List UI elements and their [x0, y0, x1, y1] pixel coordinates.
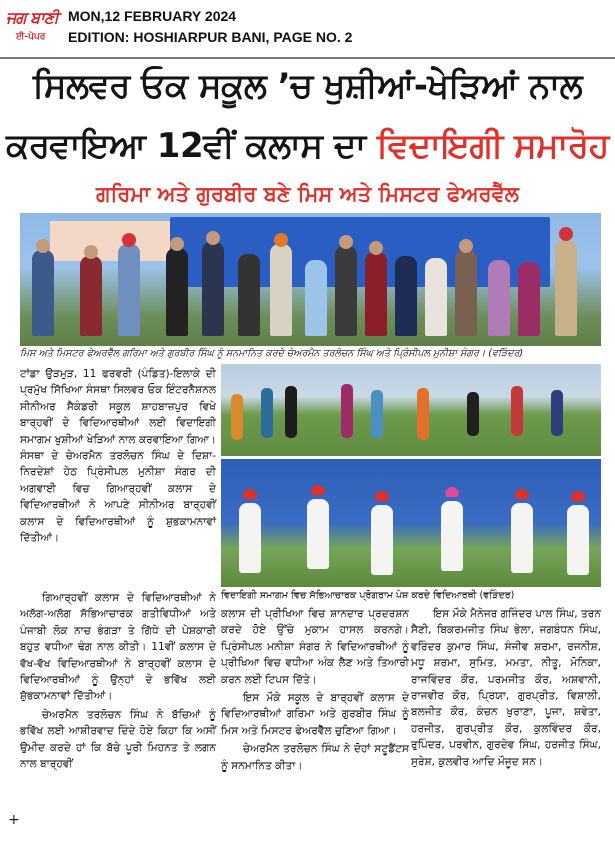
headline-line-1: ਸਿਲਵਰ ਓਕ ਸਕੂਲ ’ਚ ਖੁਸ਼ੀਆਂ-ਖੇੜਿਆਂ ਨਾਲ	[32, 66, 583, 106]
crop-mark-icon: +	[8, 812, 20, 828]
article-column-right	[411, 606, 601, 772]
masthead	[0, 0, 615, 56]
logo-sub-text: ਈ-ਪੇਪਰ	[16, 32, 46, 42]
photo-figure	[518, 262, 540, 336]
photo-dancer	[307, 499, 329, 569]
photo-dancer	[567, 505, 589, 575]
edition-info: EDITION: HOSHIARPUR BANI, PAGE NO. 2	[68, 29, 353, 45]
photo-head	[369, 241, 383, 255]
photo-dancer	[285, 386, 297, 438]
photo-figure	[238, 254, 260, 336]
photo-head	[170, 237, 184, 251]
article-paragraph	[221, 741, 409, 774]
article-paragraph	[221, 690, 409, 739]
photo-figure	[335, 246, 357, 336]
photo-head	[339, 235, 353, 249]
photo-backdrop-left	[50, 221, 170, 261]
article-text: ਗਿਆਰ੍ਹਵੀਂ ਕਲਾਸ ਦੇ ਵਿਦਿਆਰਥੀਆਂ ਨੇ ਅਲੱਗ-ਅਲੱਗ ਸੱਭਿਆਚਾਰਕ ਗਤੀਵਿਧੀਆਂ ਅਤੇ ਪੰਜਾਬੀ ਲੋਕ ਨਾਚ ਭੰਗੜਾ ਤੇ ਗਿੱਧੇ ਦੀ ਪੇਸ਼ਕਾਰੀ ਬਹੁਤ ਵਧੀਆ ਢੰਗ ਨਾਲ ਕੀਤੀ। 11ਵੀਂ ਕਲਾਸ ਦੇ ਵੱਖ-ਵੱਖ ਵਿਦਿਆਰਥੀਆਂ ਨੇ ਬਾਰ੍ਹਵੀਂ ਕਲਾਸ ਦੇ ਵਿਦਿਆਰਥੀਆਂ ਨੂੰ ਉਨ੍ਹਾਂ ਦੇ ਭਵਿੱਖ ਲਈ ਸ਼ੁੱਭਕਾਮਨਾਵਾਂ ਦਿੱਤੀਆਂ।	[20, 592, 216, 703]
photo-dancer	[511, 386, 523, 436]
photo-figure	[488, 260, 510, 336]
photo-head	[559, 227, 573, 241]
photo-turban	[571, 491, 585, 501]
photo-dancer	[417, 388, 429, 440]
photo-figure	[80, 256, 102, 336]
headline-highlight: ਵਿਦਾਇਗੀ ਸਮਾਰੋਹ	[376, 126, 609, 166]
photo-dancer	[341, 384, 353, 438]
photo-head	[459, 239, 473, 253]
article-text: ਇਸ ਮੌਕੇ ਸਕੂਲ ਦੇ ਬਾਰ੍ਹਵੀਂ ਕਲਾਸ ਦੇ ਵਿਦਿਆਰਥੀਆਂ ਗਰਿਮਾ ਅਤੇ ਗੁਰਬੀਰ ਸਿੰਘ ਨੂੰ ਮਿਸ ਅਤੇ ਮਿਸਟਰ ਫੇਅਰਵੈੱਲ ਚੁਣਿਆ ਗਿਆ।	[221, 692, 409, 737]
photo-dancer	[231, 394, 243, 440]
headline-line-2-text: ਕਰਵਾਇਆ 12ਵੀਂ ਕਲਾਸ ਦਾ	[6, 126, 377, 166]
photo-head	[206, 231, 220, 245]
subheadline: ਗਰਿਮਾ ਅਤੇ ਗੁਰਬੀਰ ਬਣੇ ਮਿਸ ਅਤੇ ਮਿਸਟਰ ਫੇਅਰਵੈੱਲ	[95, 182, 519, 206]
top-photo-caption: ਮਿਸ ਅਤੇ ਮਿਸਟਰ ਫੇਅਰਵੈੱਲ ਗਰਿਮਾ ਅਤੇ ਗੁਰਬੀਰ ਸਿੰਘ ਨੂੰ ਸਨਮਾਨਿਤ ਕਰਦੇ ਚੇਅਰਮੈਨ ਤਰਲੋਚਨ ਸਿੰਘ ਅਤੇ ਪ੍ਰਿੰਸੀਪਲ ਮੁਨੀਸ਼ਾ ਸੰਗਰ। (ਵੜਿੰਦਰ)	[20, 348, 524, 359]
jagbani-logo	[6, 4, 62, 52]
photo-turban	[515, 489, 529, 499]
photo-figure	[305, 260, 327, 336]
article-column-left	[20, 590, 216, 774]
photo-figure	[270, 244, 292, 336]
photo-dancer	[511, 503, 533, 573]
photo-dancer	[467, 392, 479, 436]
article-paragraph	[20, 590, 216, 705]
photo-turban	[445, 487, 459, 497]
article-column-left-top	[20, 366, 216, 548]
photo-turban	[375, 491, 389, 501]
photo-figure	[202, 242, 224, 336]
photo-head	[36, 239, 50, 253]
article-text: ਚੇਅਰਮੈਨ ਤਰਲੋਚਨ ਸਿੰਘ ਨੇ ਬੱਚਿਆਂ ਨੂੰ ਭਵਿੱਖ ਲਈ ਆਸ਼ੀਰਵਾਦ ਦਿੰਦੇ ਹੋਏ ਕਿਹਾ ਕਿ ਅਸੀਂ ਉਮੀਦ ਕਰਦੇ ਹਾਂ ਕਿ ਬੱਚੇ ਪੂਰੀ ਮਿਹਨਤ ਤੇ ਲਗਨ ਨਾਲ ਬਾਰ੍ਹਵੀਂ	[20, 708, 216, 771]
photo-figure	[395, 256, 417, 336]
article-text: ਇਸ ਮੌਕੇ ਮੈਨੇਜਰ ਗਜਿੰਦਰ ਪਾਲ ਸਿੰਘ, ਤਰਨ ਸੈਣੀ, ਬਿਕਰਮਜੀਤ ਸਿੰਘ ਭੇਲਾ, ਜਗਬੰਧਨ ਸਿੰਘ, ਵਰਿੰਦਰ ਕੁਮਾਰ ਸਿੰਘ, ਸੰਜੀਵ ਸ਼ਰਮਾ, ਰਜਨੀਸ਼, ਮਧੂ ਸ਼ਰਮਾ, ਸੁਮਿਤ, ਮਮਤਾ, ਨੀਤੂ, ਮੋਨਿਕਾ, ਰਾਜਵਿੰਦਰ ਕੌਰ, ਪਰਮਜੀਤ ਕੌਰ, ਅਸ਼ਵਾਨੀ, ਰਾਜਵੀਰ ਕੌਰ, ਪ੍ਰਿਯਾ, ਗੁਰਪ੍ਰੀਤ, ਵਿਸ਼ਾਲੀ, ਬਲਜੀਤ ਕੌਰ, ਕੰਚਨ ਖੁਰਾਣਾ, ਪੂਜਾ, ਸ਼ਵੇਤਾ, ਹਰਜੀਤ, ਗੁਰਪ੍ਰੀਤ ਕੌਰ, ਕੁਲਵਿੰਦਰ ਕੌਰ, ਰੁਪਿੰਦਰ, ਪਰਵੀਨ, ਗੁਰਦੇਵ ਸਿੰਘ, ਹਰਜੀਤ ਸਿੰਘ, ਸੁਰੇਸ਼, ਕੁਲਵੀਰ ਆਦਿ ਮੌਜੂਦ ਸਨ।	[411, 608, 601, 768]
photo-head	[84, 245, 98, 259]
photo-figure	[166, 248, 188, 336]
photo-dancer	[261, 388, 273, 438]
photo-dancer	[441, 501, 463, 571]
photo-figure	[425, 258, 447, 336]
photo-turban	[243, 489, 257, 499]
logo-main-text: ਜਗ ਬਾਣੀ	[6, 8, 58, 27]
bottom-photo-caption: ਵਿਦਾਇਗੀ ਸਮਾਗਮ ਵਿਚ ਸੱਭਿਆਚਾਰਕ ਪ੍ਰੋਗਰਾਮ ਪੇਸ਼ ਕਰਦੇ ਵਿਦਿਆਰਥੀ (ਵੜਿੰਦਰ)	[221, 590, 515, 601]
dance-photo	[221, 364, 601, 456]
article-paragraph: ਟਾਂਡਾ ਉੜਮੁੜ, 11 ਫਰਵਰੀ (ਪੰਡਿਤ)-ਇਲਾਕੇ ਦੀ ਪ੍ਰਮੁੱਖ ਸਿੱਖਿਆ ਸੰਸਥਾ ਸਿਲਵਰ ਓਕ ਇੰਟਰਨੈਸ਼ਨਲ ਸੀਨੀਅਰ ਸੈਕੰਡਰੀ ਸਕੂਲ ਸ਼ਾਹਬਾਜ਼ਪੁਰ ਵਿਖੇ ਬਾਰ੍ਹਵੀਂ ਦੇ ਵਿਦਿਆਰਥੀਆਂ ਲਈ ਵਿਦਾਇਗੀ ਸਮਾਗਮ ਖੁਸ਼ੀਆਂ ਖੇੜਿਆਂ ਨਾਲ ਕਰਵਾਇਆ ਗਿਆ। ਸੰਸਥਾ ਦੇ ਚੇਅਰਮੈਨ ਤਰਲੋਚਨ ਸਿੰਘ ਦੇ ਦਿਸ਼ਾ-ਨਿਰਦੇਸ਼ਾਂ ਹੇਠ ਪ੍ਰਿੰਸੀਪਲ ਮੁਨੀਸ਼ਾ ਸੰਗਰ ਦੀ ਅਗਵਾਈ ਵਿਚ ਗਿਆਰ੍ਹਵੀਂ ਕਲਾਸ ਦੇ ਵਿਦਿਆਰਥੀਆਂ ਨੇ ਆਪਣੇ ਸੀਨੀਅਰ ਬਾਰ੍ਹਵੀਂ ਕਲਾਸ ਦੇ ਵਿਦਿਆਰਥੀਆਂ ਨੂੰ ਸ਼ੁਭਕਾਮਨਾਵਾਂ ਦਿੱਤੀਆਂ।	[20, 368, 216, 545]
photo-head	[274, 233, 288, 247]
photo-dancer	[239, 503, 261, 573]
masthead-divider	[0, 57, 615, 59]
photo-figure	[118, 244, 140, 336]
photo-dancer	[551, 390, 563, 436]
bhangra-photo	[221, 459, 601, 587]
photo-figure	[365, 252, 387, 336]
photo-turban	[311, 485, 325, 495]
article-paragraph	[411, 606, 601, 770]
photo-dancer	[371, 390, 383, 438]
article-column-middle	[221, 606, 409, 776]
article-text: ਚੇਅਰਮੈਨ ਤਰਲੋਚਨ ਸਿੰਘ ਨੇ ਦੋਹਾਂ ਸਟੂਡੈਂਟਸ ਨੂੰ ਸਨਮਾਨਿਤ ਕੀਤਾ।	[221, 743, 409, 772]
article-paragraph: ਕਲਾਸ ਦੀ ਪ੍ਰੀਖਿਆ ਵਿਚ ਸ਼ਾਨਦਾਰ ਪ੍ਰਦਰਸ਼ਨ ਕਰਦੇ ਹੋਏ ਉੱਚੇ ਮੁਕਾਮ ਹਾਸਲ ਕਰਨਗੇ। ਪ੍ਰਿੰਸੀਪਲ ਮਨੀਸ਼ਾ ਸੰਗਰ ਨੇ ਵਿਦਿਆਰਥੀਆਂ ਨੂੰ ਪ੍ਰੀਖਿਆ ਵਿਚ ਵਧੀਆ ਅੰਕ ਲੈਣ ਅਤੇ ਤਿਆਰੀ ਕਰਨ ਲਈ ਟਿਪਸ ਦਿੱਤੇ।	[221, 608, 409, 686]
edition-date: MON,12 FEBRUARY 2024	[68, 8, 237, 24]
photo-head	[122, 233, 136, 247]
photo-dancer	[371, 505, 393, 575]
article-paragraph	[20, 707, 216, 773]
photo-figure	[555, 240, 577, 336]
headline-line-2	[0, 126, 615, 166]
photo-figure	[32, 250, 54, 336]
photo-figure	[455, 250, 477, 336]
group-photo	[20, 213, 601, 346]
